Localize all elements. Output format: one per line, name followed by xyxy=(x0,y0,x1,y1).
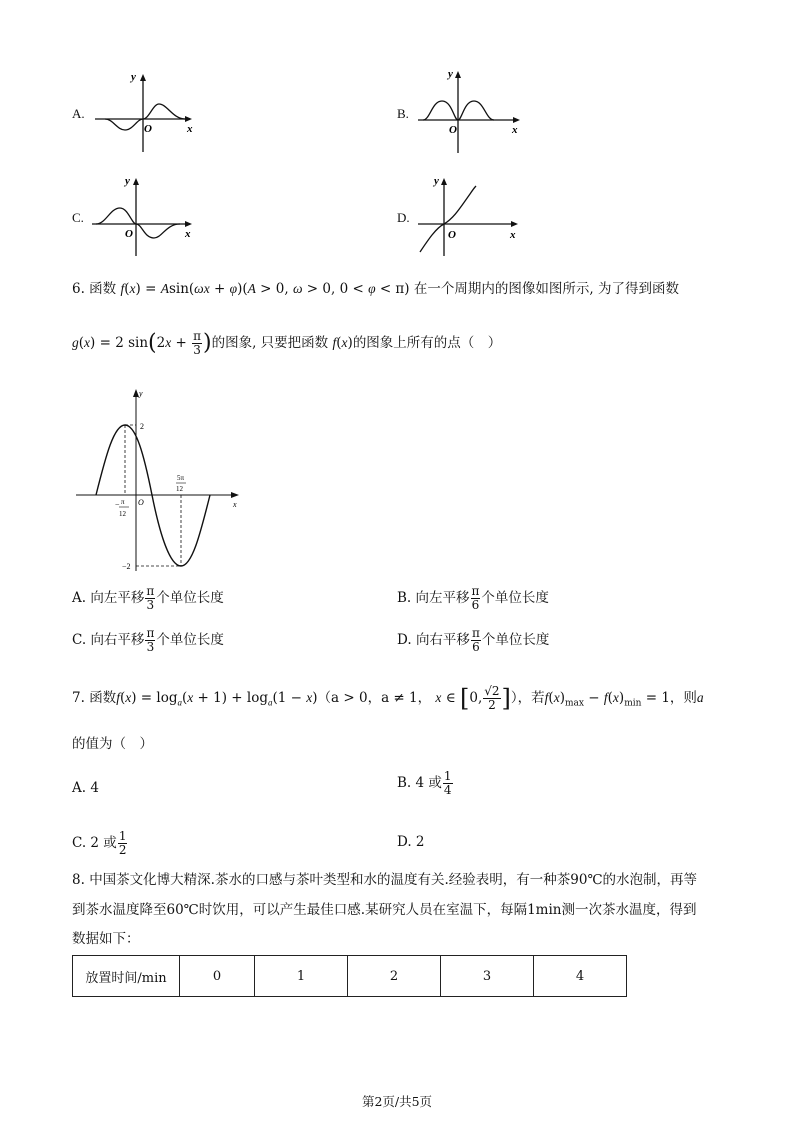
option-frac-num: 1 xyxy=(118,829,127,843)
option-text: 向左平移 xyxy=(90,590,145,606)
option-frac-num: π xyxy=(471,584,480,598)
option-text: C. 2 或 xyxy=(72,835,117,851)
origin-label: O xyxy=(138,498,144,507)
option-key: C. xyxy=(72,632,87,648)
q5-option-c-label: C. xyxy=(72,210,84,225)
option-frac-num: π xyxy=(146,626,155,640)
q6-sine-graph xyxy=(76,385,246,575)
origin-label: O xyxy=(144,123,152,135)
origin-label: O xyxy=(449,124,457,136)
q5-option-c-graph xyxy=(92,174,202,259)
option-frac-den: 3 xyxy=(146,598,155,612)
table-cell: 0 xyxy=(180,956,255,997)
option-frac-den: 4 xyxy=(443,783,452,797)
option-frac-den: 2 xyxy=(118,843,127,857)
option-text: 个单位长度 xyxy=(156,632,224,648)
option-frac-den: 6 xyxy=(472,640,480,654)
axis-x-label: x xyxy=(187,123,193,135)
option-key: A. xyxy=(72,590,87,606)
option-key: B. xyxy=(397,590,412,606)
option-text: 个单位长度 xyxy=(481,632,550,648)
option-text: 向左平移 xyxy=(415,590,470,606)
table-cell: 3 xyxy=(441,956,534,997)
q7-text: 函数 xyxy=(89,690,117,706)
table-row xyxy=(73,956,627,997)
axis-x-label: x xyxy=(510,229,516,241)
q8-number: 8. xyxy=(72,872,85,888)
q6-stem-line2: g(x) = 2 sin(2x + $\frac{\pi}{3}$ )的图象, 只要把函数 f(x)的图象上所有的点（ ） xyxy=(72,329,502,357)
q6-x-left-sign: − xyxy=(115,500,120,509)
axis-x-label: x xyxy=(233,500,237,509)
q6-x-left-num: π xyxy=(121,498,125,506)
origin-label: O xyxy=(448,229,456,241)
axis-x-label: x xyxy=(185,228,191,240)
q6-option-b[interactable] xyxy=(397,585,549,612)
axis-y-label: y xyxy=(131,71,136,83)
page-footer: 第2页/共5页 xyxy=(361,1094,433,1109)
q6-x-right-den: 12 xyxy=(176,485,183,493)
q7-option-d[interactable]: D. 2 xyxy=(397,834,425,850)
q6-stem-part2: 的图象, 只要把函数 xyxy=(211,335,329,351)
option-text: B. 4 或 xyxy=(397,775,442,791)
q7-number: 7. xyxy=(72,690,85,706)
option-text: 向右平移 xyxy=(415,632,470,648)
q7-stem-line2: 的值为（ ） xyxy=(72,736,153,752)
q5-option-a-label: A. xyxy=(72,106,85,121)
q7-stem-line1: 7. 函数$f(x) = \log_a(x + 1) + \log_a(1 - x)(a > 0$，a ≠ 1， x ∈ [0, $\frac{√2}{2}$ ]），若$f(x)_{max} - f(x)_{min} = 1$，则a xyxy=(72,684,704,713)
axis-y-label: y xyxy=(125,175,130,187)
q7-condition: （a > 0，a ≠ 1， xyxy=(317,690,432,706)
option-frac-num: 1 xyxy=(443,769,452,783)
table-cell: 1 xyxy=(255,956,348,997)
axis-y-label: y xyxy=(139,389,143,398)
q6-option-a[interactable] xyxy=(72,585,224,612)
q5-option-d-graph xyxy=(418,172,528,262)
q8-stem-line1 xyxy=(72,870,697,890)
q7-option-b[interactable] xyxy=(397,770,454,797)
table-cell: 2 xyxy=(348,956,441,997)
table-cell: 4 xyxy=(534,956,627,997)
option-text: 个单位长度 xyxy=(156,590,224,606)
q6-y-min-label: −2 xyxy=(122,562,131,571)
q6-x-right-num: 5π xyxy=(177,474,185,482)
q8-stem-line3: 数据如下： xyxy=(72,931,140,947)
q6-x-left-den: 12 xyxy=(119,510,126,518)
q5-option-b-graph xyxy=(418,65,528,155)
option-key: D. xyxy=(397,632,412,648)
axis-y-label: y xyxy=(434,175,439,187)
q6-stem-part1: 在一个周期内的图像如图所示, 为了得到函数 xyxy=(413,281,679,297)
axis-y-label: y xyxy=(448,68,453,80)
q5-option-b-label: B. xyxy=(397,106,409,121)
q8-data-table xyxy=(72,955,627,997)
q7-text: ），若 xyxy=(510,690,545,706)
q8-text: 中国茶文化博大精深.茶水的口感与茶叶类型和水的温度有关.经验表明，有一种茶90℃的水泡制，再等 xyxy=(89,872,698,888)
option-frac-num: π xyxy=(146,584,155,598)
axis-x-label: x xyxy=(512,124,518,136)
option-text: 向右平移 xyxy=(90,632,145,648)
option-text: 个单位长度 xyxy=(481,590,549,606)
q7-option-c[interactable] xyxy=(72,830,128,857)
q6-stem-line1: 6. 函数 f(x) = Asin(ωx + φ)(A > 0, ω > 0, 0 < φ < π) 在一个周期内的图像如图所示, 为了得到函数 xyxy=(72,281,679,297)
q7-text: ，则 xyxy=(669,690,697,706)
option-frac-den: 3 xyxy=(146,640,155,654)
q6-option-c[interactable] xyxy=(72,627,224,654)
q6-option-d[interactable] xyxy=(397,627,549,654)
q6-stem-part3: 的图象上所有的点（ ） xyxy=(352,335,502,351)
option-frac-den: 6 xyxy=(471,598,480,612)
option-frac-num: π xyxy=(471,626,480,640)
q5-option-d-label: D. xyxy=(397,210,410,225)
q6-number: 6. xyxy=(72,281,85,297)
table-header-cell: 放置时间/min xyxy=(73,956,180,997)
q6-y-max-label: 2 xyxy=(140,422,144,431)
q5-option-a-graph xyxy=(95,70,200,155)
q7-option-a[interactable]: A. 4 xyxy=(72,780,99,796)
origin-label: O xyxy=(125,228,133,240)
q8-stem-line2: 到茶水温度降至60℃时饮用，可以产生最佳口感.某研究人员在室温下，每隔1min测一次茶水温度，得到 xyxy=(72,902,697,918)
